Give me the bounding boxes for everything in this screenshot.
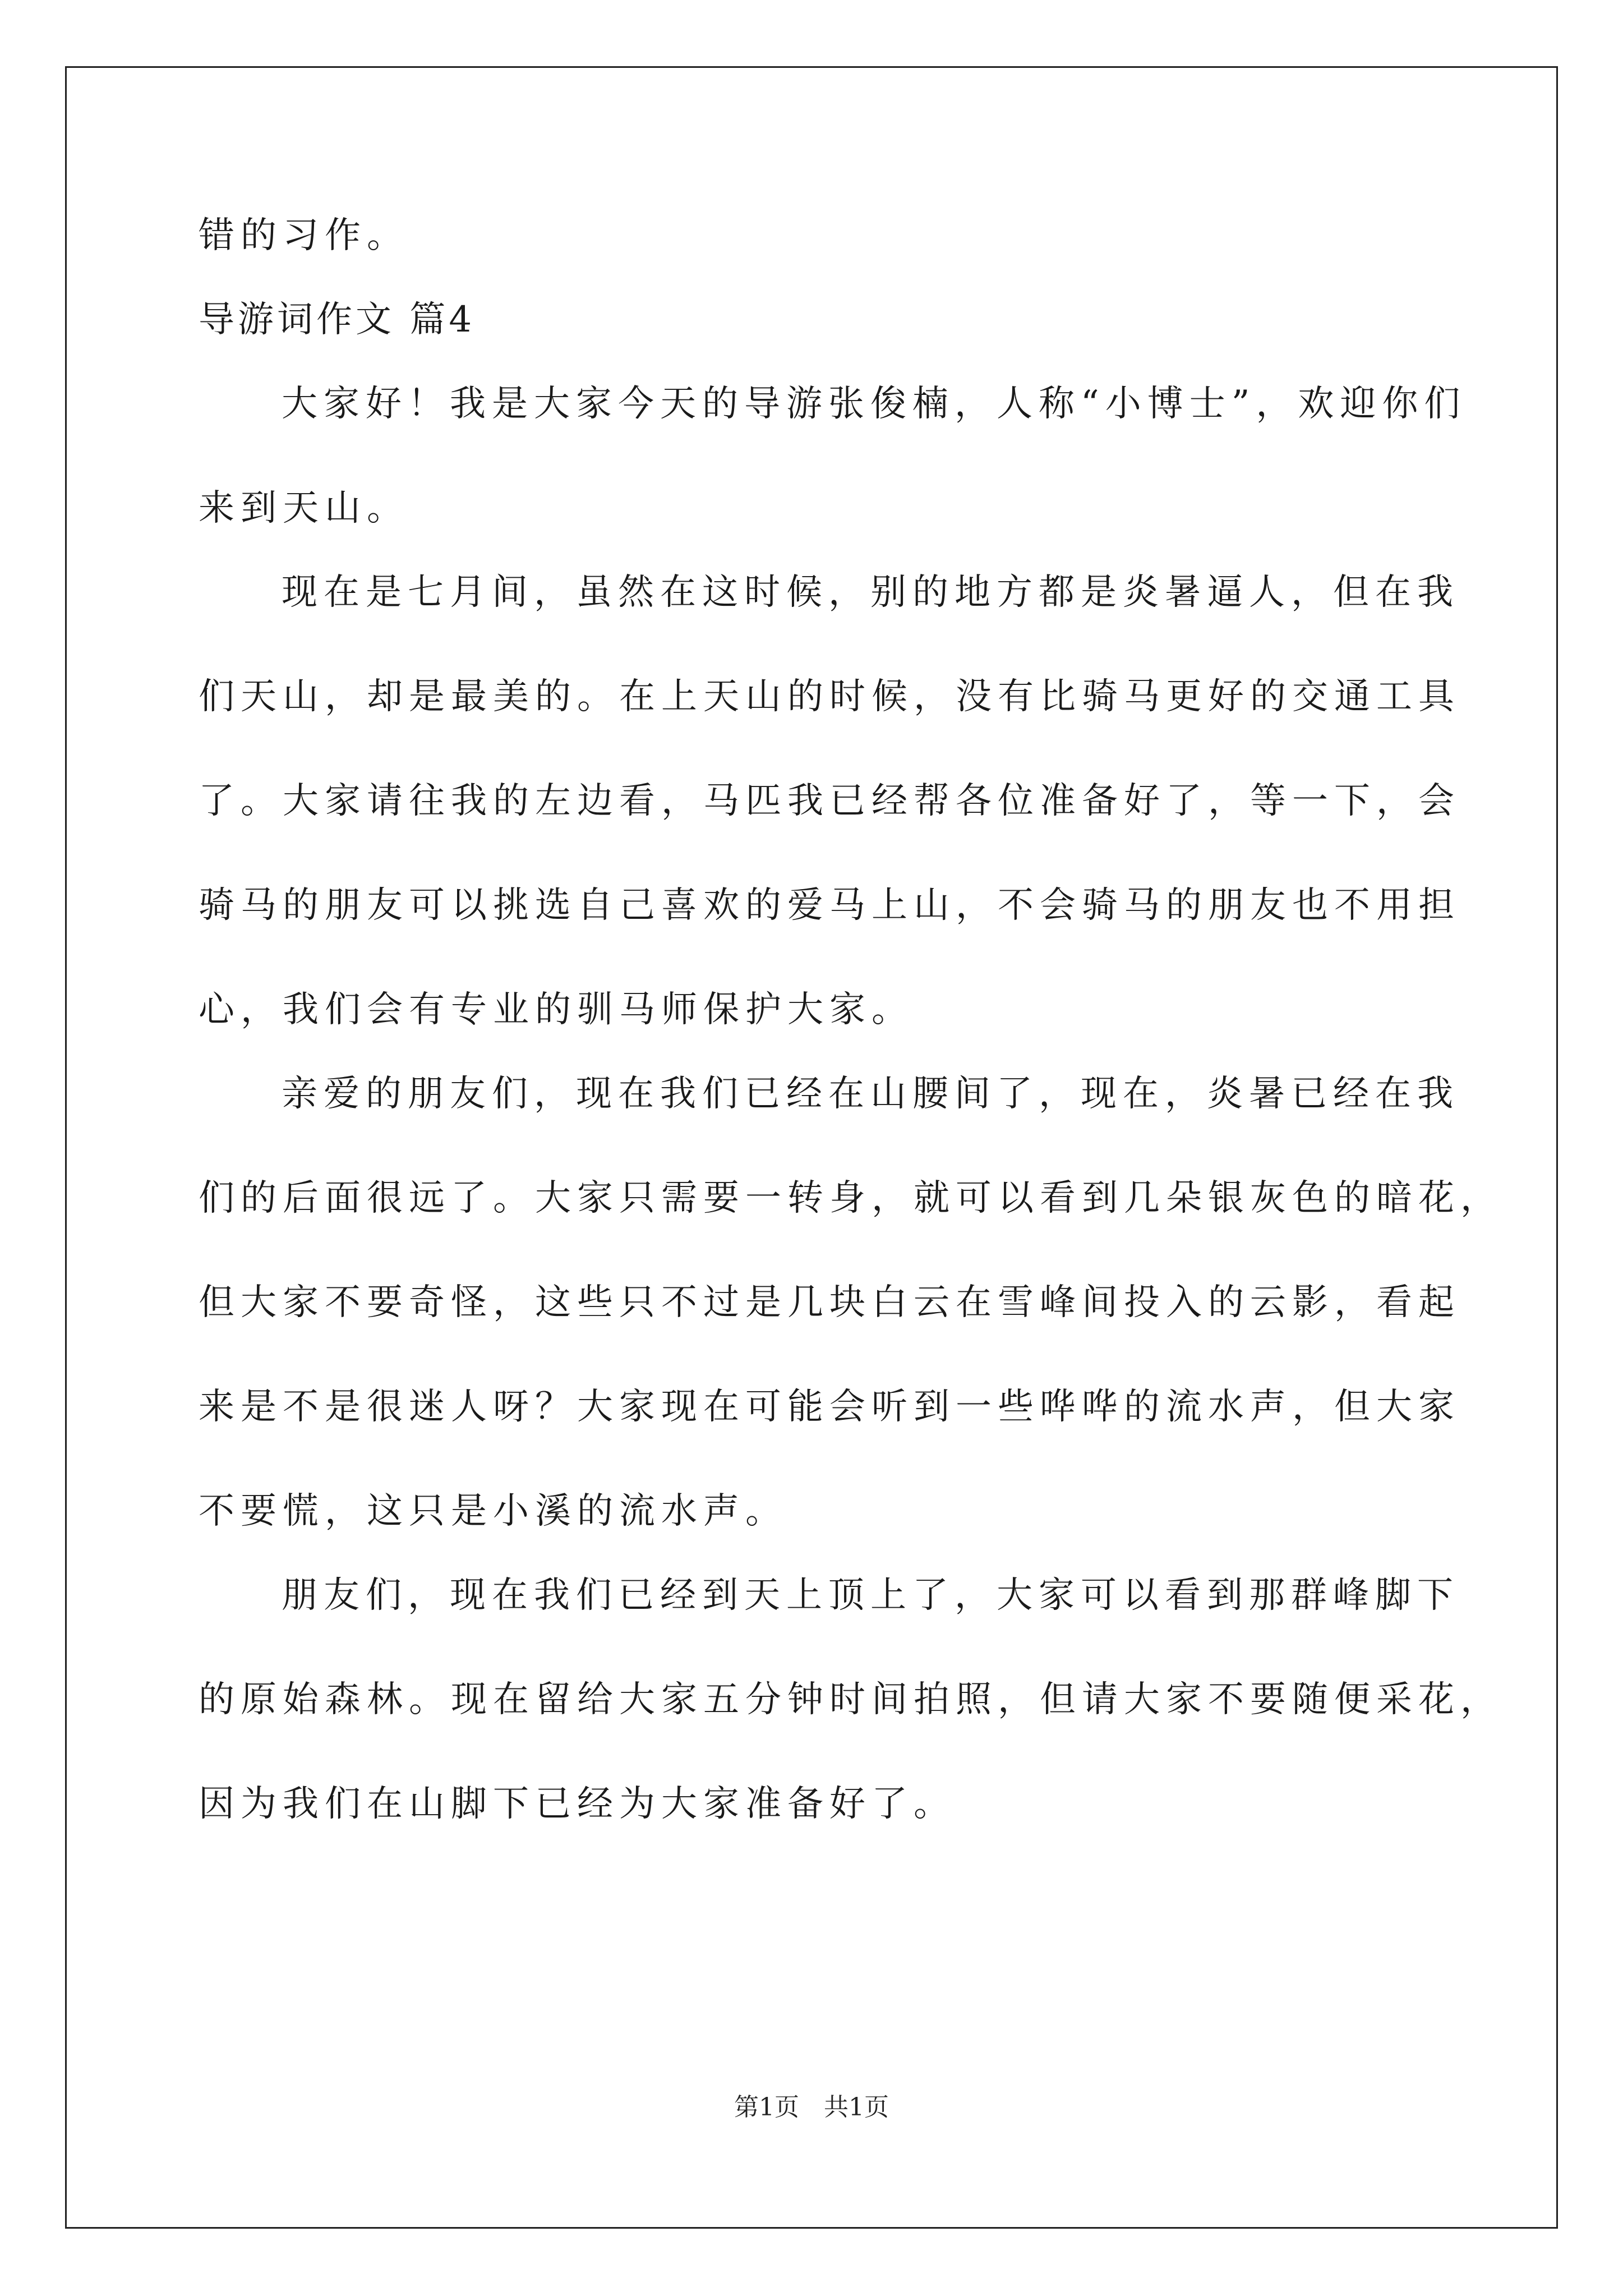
paragraph-line: 来是不是很迷人呀？大家现在可能会听到一些哗哗的流水声，但大家 (199, 1386, 1460, 1428)
paragraph-line: 现在是七月间，虽然在这时候，别的地方都是炎暑逼人，但在我 (282, 572, 1459, 613)
paragraph (199, 1567, 1502, 1832)
paragraph-line: 来到天山。 (199, 487, 409, 529)
paragraph-line: 骑马的朋友可以挑选自己喜欢的爱马上山，不会骑马的朋友也不用担 (199, 885, 1460, 926)
paragraph-line: 们的后面很远了。大家只需要一转身，就可以看到几朵银灰色的暗花， (199, 1177, 1502, 1219)
paragraph (199, 376, 1467, 536)
continuation-text: 错的习作。 (199, 215, 409, 256)
paragraph-line: 大家好！我是大家今天的导游张俊楠，人称“小博士”，欢迎你们 (282, 383, 1467, 425)
paragraph-line: 了。大家请往我的左边看，马匹我已经帮各位准备好了，等一下，会 (199, 780, 1460, 822)
paragraph-line: 亲爱的朋友们，现在我们已经在山腰间了，现在，炎暑已经在我 (282, 1073, 1459, 1115)
paragraph-line: 心，我们会有专业的驯马师保护大家。 (199, 989, 914, 1030)
document-body (199, 208, 1502, 1860)
paragraph-line: 不要慌，这只是小溪的流水声。 (199, 1490, 787, 1532)
page-number-footer: 第1页 共1页 (734, 2093, 889, 2122)
paragraph-line: 但大家不要奇怪，这些只不过是几块白云在雪峰间投入的云影，看起 (199, 1282, 1460, 1323)
paragraph (199, 564, 1460, 1038)
section-heading: 导游词作文 篇4 (199, 299, 476, 341)
paragraph-line: 的原始森林。现在留给大家五分钟时间拍照，但请大家不要随便采花， (199, 1679, 1502, 1720)
paragraph-line: 们天山，却是最美的。在上天山的时候，没有比骑马更好的交通工具 (199, 676, 1460, 717)
paragraph-line: 因为我们在山脚下已经为大家准备好了。 (199, 1783, 956, 1825)
paragraph (199, 1066, 1502, 1539)
paragraph-line: 朋友们，现在我们已经到天上顶上了，大家可以看到那群峰脚下 (282, 1575, 1459, 1616)
